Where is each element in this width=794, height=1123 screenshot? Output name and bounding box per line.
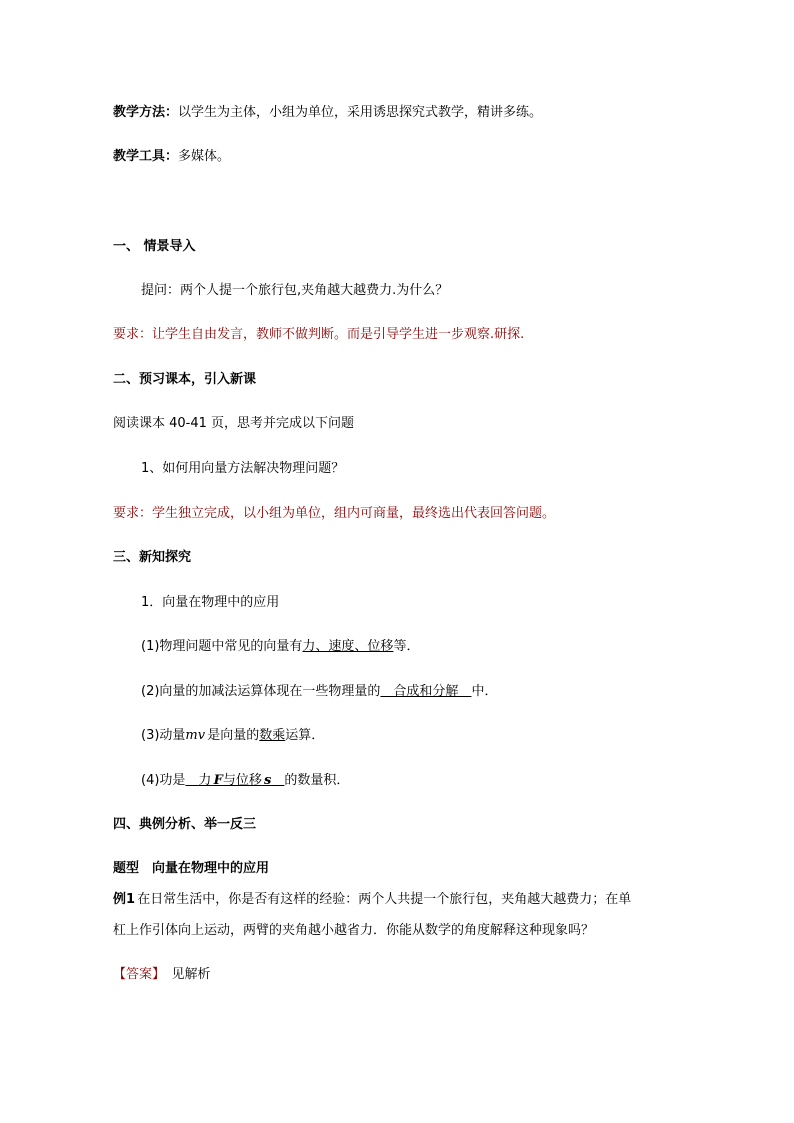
section-3-point-3 [141, 727, 324, 745]
teaching-tools-line [113, 148, 230, 166]
point-4-s: s [264, 773, 272, 788]
section-3-point-2 [141, 683, 497, 701]
section-2-heading: 二、预习课本，引入新课 [113, 372, 257, 387]
point-3-mv: mv [185, 728, 206, 743]
point-2-suffix: 中． [471, 684, 498, 699]
point-3-suffix: 运算． [285, 728, 325, 743]
point-1-answer: 力、速度、位移 [302, 639, 394, 654]
teaching-method-text: 以学生为主体，小组为单位，采用诱思探究式教学，精讲多练。 [178, 105, 543, 120]
point-3-prefix: (3)动量 [141, 728, 186, 743]
section-3-point-1 [141, 638, 419, 656]
example-1-line-1 [113, 891, 631, 909]
section-2-question-1: 1、如何用向量方法解决物理问题？ [141, 461, 345, 476]
example-1-line-2: 杠上作引体向上运动，两臂的夹角越小越省力．你能从数学的角度解释这种现象吗？ [113, 923, 595, 938]
answer-label: 【答案】 [113, 967, 166, 982]
point-3-answer: 数乘 [259, 728, 286, 743]
section-1-requirement: 要求：让学生自由发言，教师不做判断。而是引导学生进一步观察.研探. [113, 327, 525, 342]
point-4-F: F [213, 773, 223, 788]
point-1-prefix: (1)物理问题中常见的向量有 [141, 639, 303, 654]
section-3-point-4 [141, 772, 349, 790]
teaching-tools-text: 多媒体。 [178, 149, 231, 164]
example-1-label: 例1 [113, 892, 136, 907]
teaching-method-line [113, 104, 542, 122]
question-type-label: 题型 向量在物理中的应用 [113, 861, 270, 876]
section-3-item-1: 1．向量在物理中的应用 [141, 595, 280, 610]
point-2-answer-text: 合成和分解 [393, 684, 459, 699]
section-2-requirement: 要求：学生独立完成，以小组为单位，组内可商量，最终选出代表回答问题。 [113, 506, 556, 521]
section-1-heading: 一、 情景导入 [113, 239, 196, 254]
point-4-suffix: 的数量积． [284, 773, 350, 788]
point-4-prefix: (4)功是 [141, 773, 186, 788]
point-1-suffix: 等． [393, 639, 420, 654]
point-2-prefix: (2)向量的加减法运算体现在一些物理量的 [141, 684, 381, 699]
section-2-reading: 阅读课本 40-41 页，思考并完成以下问题 [113, 416, 355, 431]
point-4-answer-force: 力 [198, 773, 212, 788]
section-4-heading: 四、典例分析、举一反三 [113, 817, 257, 832]
point-2-answer [380, 684, 471, 699]
answer-text: 见解析 [171, 967, 211, 982]
answer-line [113, 966, 211, 984]
point-4-answer-displacement: 与位移 [222, 773, 262, 788]
point-4-answer [185, 773, 284, 788]
example-1-text-1: 在日常生活中，你是否有这样的经验：两个人共提一个旅行包，夹角越大越费力；在单 [137, 892, 632, 907]
teaching-tools-label: 教学工具： [113, 149, 179, 164]
section-3-heading: 三、新知探究 [113, 550, 192, 565]
section-1-question: 提问：两个人提一个旅行包,夹角越大越费力.为什么？ [141, 283, 449, 298]
teaching-method-label: 教学方法： [113, 105, 179, 120]
point-3-mid: 是向量的 [207, 728, 260, 743]
